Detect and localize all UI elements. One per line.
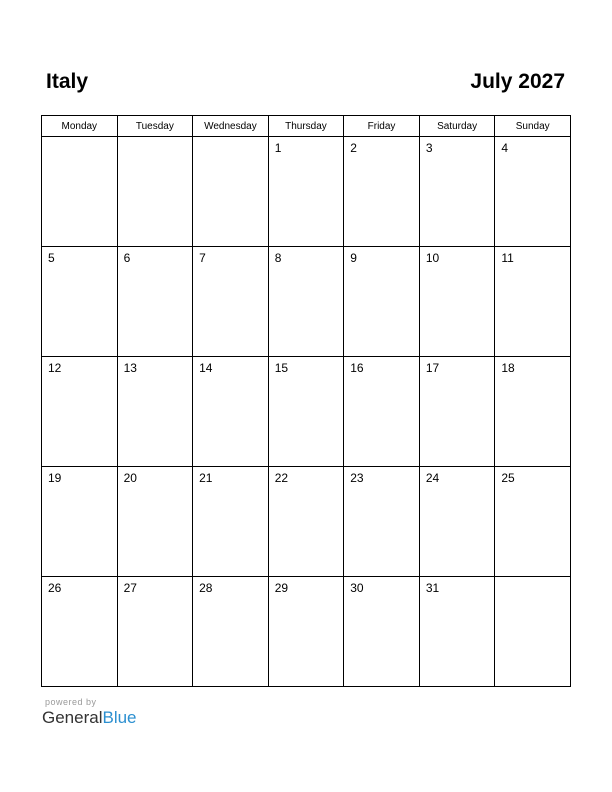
day-cell (42, 577, 118, 687)
day-number: 19 (48, 471, 62, 485)
day-number: 14 (199, 361, 213, 375)
day-cell (419, 467, 495, 577)
day-cell (268, 137, 344, 247)
week-row-1 (42, 137, 571, 247)
day-number: 18 (501, 361, 515, 375)
day-cell (193, 247, 269, 357)
day-number: 12 (48, 361, 62, 375)
day-cell (344, 577, 420, 687)
day-number: 16 (350, 361, 364, 375)
weekday-wednesday: Wednesday (193, 116, 269, 137)
day-cell (42, 137, 118, 247)
day-number: 10 (425, 251, 440, 265)
day-cell (117, 247, 193, 357)
day-number: 24 (425, 471, 440, 485)
day-number: 6 (123, 251, 131, 265)
weekday-saturday: Saturday (419, 116, 495, 137)
day-cell (268, 357, 344, 467)
day-cell (495, 357, 571, 467)
day-number: 25 (501, 471, 515, 485)
day-cell (419, 357, 495, 467)
week-row-3 (42, 357, 571, 467)
day-cell (42, 467, 118, 577)
generalblue-logo (42, 708, 137, 728)
day-cell (268, 247, 344, 357)
day-number: 29 (274, 581, 289, 595)
day-cell (268, 577, 344, 687)
day-cell (344, 137, 420, 247)
powered-by-label: powered by (45, 697, 97, 707)
weekday-monday: Monday (42, 116, 118, 137)
day-cell (495, 467, 571, 577)
day-number: 3 (425, 141, 433, 155)
day-number (118, 137, 193, 141)
day-cell (495, 577, 571, 687)
day-cell (117, 577, 193, 687)
day-number: 8 (274, 251, 282, 265)
day-cell (117, 137, 193, 247)
calendar-grid (41, 115, 571, 687)
day-cell (193, 137, 269, 247)
day-number: 5 (48, 251, 55, 265)
day-number: 23 (350, 471, 364, 485)
day-number: 17 (425, 361, 440, 375)
day-cell (268, 467, 344, 577)
day-number: 11 (501, 251, 514, 265)
day-number: 22 (274, 471, 289, 485)
day-cell (117, 467, 193, 577)
day-number (42, 137, 117, 141)
day-number: 7 (199, 251, 206, 265)
day-cell (419, 137, 495, 247)
day-number: 4 (501, 141, 509, 155)
day-cell (495, 247, 571, 357)
day-number: 26 (48, 581, 62, 595)
day-number: 9 (350, 251, 357, 265)
day-cell (42, 247, 118, 357)
day-cell (419, 577, 495, 687)
day-number: 31 (425, 581, 440, 595)
day-number: 21 (199, 471, 213, 485)
brand-blue: Blue (102, 708, 137, 727)
day-number: 30 (350, 581, 364, 595)
day-number: 1 (274, 141, 282, 155)
day-number: 20 (123, 471, 137, 485)
day-number: 15 (274, 361, 289, 375)
day-cell (193, 577, 269, 687)
weekday-tuesday: Tuesday (117, 116, 193, 137)
weekday-friday: Friday (344, 116, 420, 137)
weekday-sunday: Sunday (495, 116, 571, 137)
day-number: 28 (199, 581, 213, 595)
day-cell (193, 357, 269, 467)
country-title: Italy (46, 70, 89, 93)
day-cell (344, 247, 420, 357)
day-cell (344, 357, 420, 467)
week-row-2 (42, 247, 571, 357)
week-row-5 (42, 577, 571, 687)
day-cell (42, 357, 118, 467)
day-cell (344, 467, 420, 577)
day-number (193, 137, 268, 141)
day-number: 13 (123, 361, 137, 375)
day-number: 27 (123, 581, 137, 595)
day-cell (419, 247, 495, 357)
day-cell (495, 137, 571, 247)
day-cell (117, 357, 193, 467)
weekday-thursday: Thursday (268, 116, 344, 137)
day-number: 2 (350, 141, 357, 155)
weekday-header-row (42, 116, 571, 137)
week-row-4 (42, 467, 571, 577)
day-cell (193, 467, 269, 577)
month-year-title: July 2027 (470, 70, 565, 93)
brand-general: General (42, 708, 103, 727)
day-number (495, 577, 570, 581)
